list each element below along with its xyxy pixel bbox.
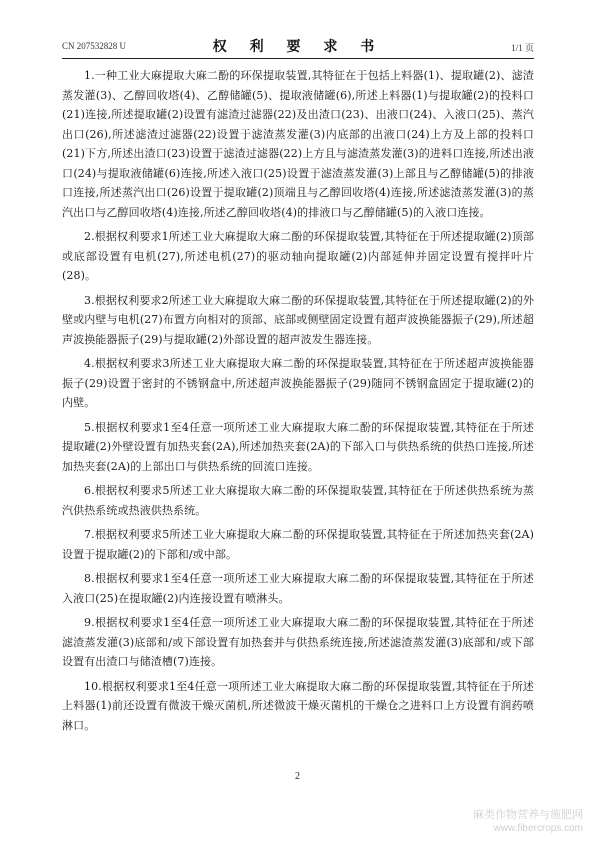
page-number: 2 xyxy=(295,771,300,782)
document-title: 权 利 要 求 书 xyxy=(212,39,384,55)
claim-9: 9.根据权利要求1至4任意一项所述工业大麻提取大麻二酚的环保提取装置,其特征在于所述滤渣蒸发灌(3)底部和/或下部设置有加热套并与供热系统连接,所述滤渣蒸发灌(3)底部和/或下部设置有出渣口与储渣槽(7)连接。 xyxy=(62,616,534,668)
document-number: CN 207532828 U xyxy=(62,41,127,51)
watermark-site-name: 麻类作物营养与施肥网 xyxy=(473,808,583,821)
page-count: 1/1 页 xyxy=(511,43,534,53)
claim-1: 1.一种工业大麻提取大麻二酚的环保提取装置,其特征在于包括上料器(1)、提取罐(2)、滤渣蒸发灌(3)、乙醇回收塔(4)、乙醇储罐(5)、提取液储罐(6),所述上料器(1)与提取罐(2)的投料口(21)连接,所述提取罐(2)设置有滤渣过滤器(22)及出渣口(23)、出液口(24)、入液口(25)、蒸汽出口(26),所述滤渣过滤器(22)设置于滤渣蒸发灌(3)内底部的出液口(24)上方及上部的投料口(21)下方,所述出渣口(23)设置于滤渣过滤器(22)上方且与滤渣蒸发灌(3)的进料口连接,所述出液口(24)与提取液储罐(6)连接,所述入液口(25)设置于滤渣蒸发灌(3)上部且与乙醇储罐(5)的排液口连接,所述蒸汽出口(26)设置于提取罐(2)顶端且与乙醇回收塔(4)连接,所述滤渣蒸发灌(3)的蒸汽出口与乙醇回收塔(4)连接,所述乙醇回收塔(4)的排液口与乙醇储罐(5)的入液口连接。 xyxy=(62,69,534,219)
claim-10: 10.根据权利要求1至4任意一项所述工业大麻提取大麻二酚的环保提取装置,其特征在于所述上料器(1)前还设置有微波干燥灭菌机,所述微波干燥灭菌机的干燥仓之进料口上方设置有润药喷淋口。 xyxy=(62,679,534,732)
site-watermark xyxy=(473,808,583,835)
claim-8: 8.根据权利要求1至4任意一项所述工业大麻提取大麻二酚的环保提取装置,其特征在于所述入液口(25)在提取罐(2)内连接设置有喷淋头。 xyxy=(62,572,534,605)
page-header xyxy=(62,36,534,56)
claims-body xyxy=(62,66,534,740)
claim-2: 2.根据权利要求1所述工业大麻提取大麻二酚的环保提取装置,其特征在于所述提取罐(2)顶部或底部设置有电机(27),所述电机(27)的驱动轴向提取罐(2)内部延伸并固定设置有搅拌叶片(28)。 xyxy=(62,230,534,282)
header-divider xyxy=(62,58,534,59)
claim-4: 4.根据权利要求3所述工业大麻提取大麻二酚的环保提取装置,其特征在于所述超声波换能器振子(29)设置于密封的不锈钢盒中,所述超声波换能器振子(29)随同不锈钢盒固定于提取罐(2)的内壁。 xyxy=(62,357,534,409)
claim-6: 6.根据权利要求5所述工业大麻提取大麻二酚的环保提取装置,其特征在于所述供热系统为蒸汽供热系统或热液供热系统。 xyxy=(62,484,534,517)
claim-7: 7.根据权利要求5所述工业大麻提取大麻二酚的环保提取装置,其特征在于所述加热夹套(2A)设置于提取罐(2)的下部和/或中部。 xyxy=(62,528,534,561)
watermark-url: www.fibercrops.com xyxy=(493,823,583,834)
claim-3: 3.根据权利要求2所述工业大麻提取大麻二酚的环保提取装置,其特征在于所述提取罐(2)的外壁或内壁与电机(27)布置方向相对的顶部、底部或侧壁固定设置有超声波换能器振子(29),所述超声波换能器振子(29)与提取罐(2)外部设置的超声波发生器连接。 xyxy=(62,293,534,346)
claim-5: 5.根据权利要求1至4任意一项所述工业大麻提取大麻二酚的环保提取装置,其特征在于所述提取罐(2)外壁设置有加热夹套(2A),所述加热夹套(2A)的下部入口与供热系统的供热口连接,所述加热夹套(2A)的上部出口与供热系统的回流口连接。 xyxy=(62,420,534,473)
